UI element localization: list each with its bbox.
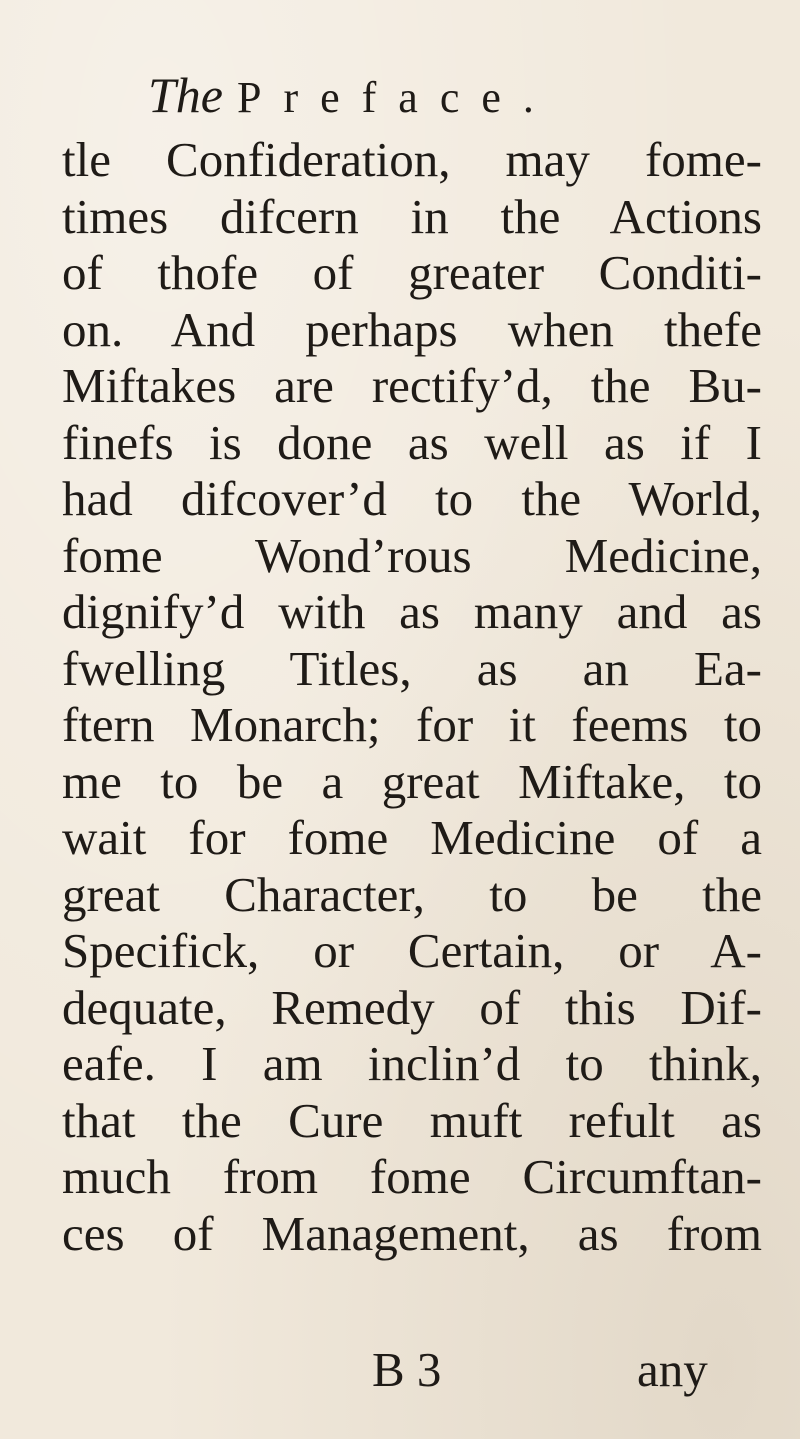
text-line: had difcover’d to the World, xyxy=(62,471,762,526)
text-line: Specifick, or Certain, or A- xyxy=(62,923,762,978)
header-article: The xyxy=(148,67,223,123)
text-line: great Character, to be the xyxy=(62,866,762,922)
text-line: me to be a great Miftake, to xyxy=(62,753,762,809)
text-line: tle Confideration, may fome- xyxy=(62,132,762,187)
text-line: ces of Management, as from xyxy=(62,1205,762,1261)
text-line: fwelling Titles, as an Ea- xyxy=(62,640,762,696)
text-line: much from fome Circumftan- xyxy=(62,1149,762,1204)
text-line: Miftakes are rectify’d, the Bu- xyxy=(62,358,762,413)
text-line: on. And perhaps when thefe xyxy=(62,301,762,357)
text-line: times difcern in the Actions xyxy=(62,188,762,244)
catchword: any xyxy=(637,1342,708,1397)
text-line: finefs is done as well as if I xyxy=(62,414,762,470)
text-line: of thofe of greater Conditi- xyxy=(62,245,762,300)
header-title: Preface. xyxy=(237,73,556,122)
text-line: that the Cure muft refult as xyxy=(62,1092,762,1148)
text-line: ftern Monarch; for it feems to xyxy=(62,697,762,752)
text-line: dequate, Remedy of this Dif- xyxy=(62,979,762,1035)
text-line: eafe. I am inclin’d to think, xyxy=(62,1036,762,1091)
text-line: dignify’d with as many and as xyxy=(62,584,762,639)
body-text xyxy=(62,132,762,1262)
text-line: wait for fome Medicine of a xyxy=(62,810,762,865)
text-line: fome Wond’rous Medicine, xyxy=(62,527,762,583)
signature-mark: B 3 xyxy=(372,1342,442,1397)
running-header xyxy=(148,66,556,130)
